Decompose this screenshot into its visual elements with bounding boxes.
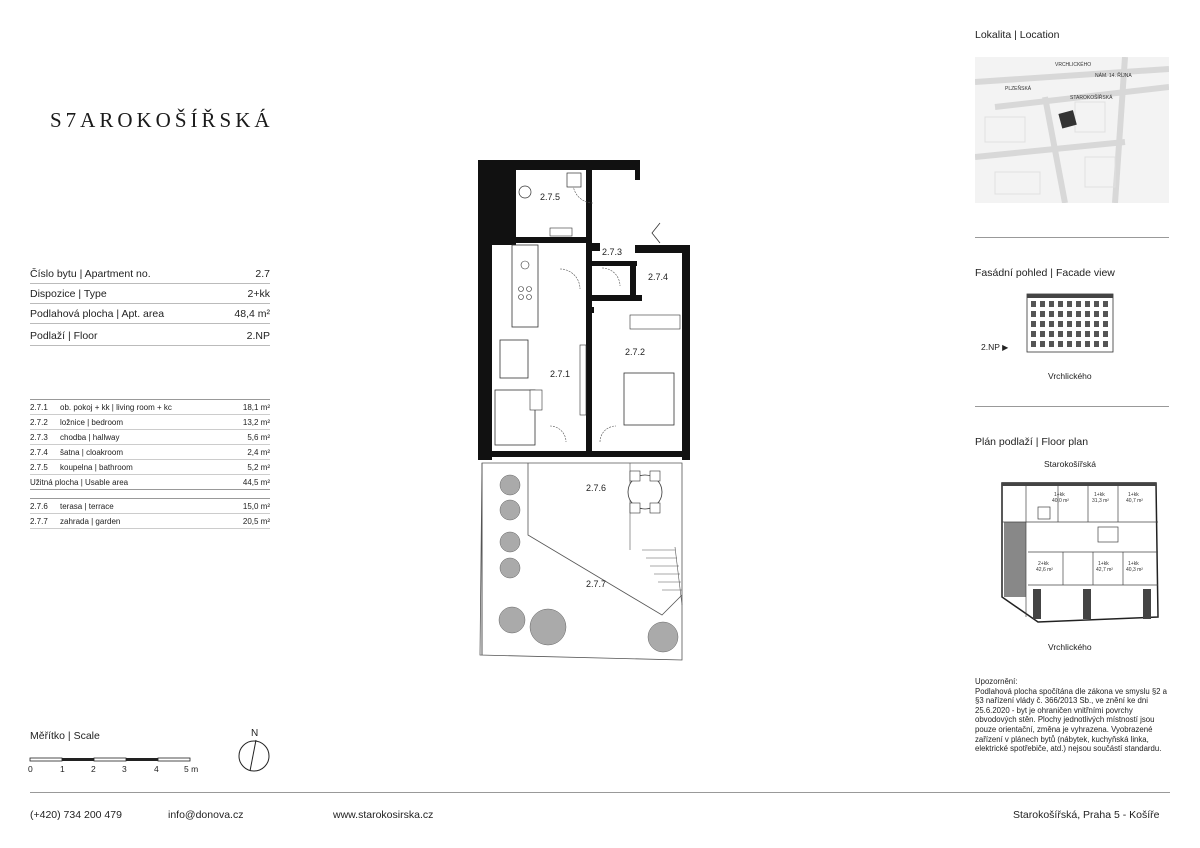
footer-divider: [30, 792, 1170, 793]
room-id: 2.7.7: [30, 516, 48, 526]
map-street: NÁM. 14. ŘÍJNA: [1095, 73, 1132, 79]
room-id: 2.7.2: [30, 417, 48, 427]
unit-area: 40,7 m²: [1126, 498, 1143, 504]
unit-area: 40,3 m²: [1126, 567, 1143, 573]
divider: [975, 406, 1169, 407]
map-street: PLZEŇSKÁ: [1005, 86, 1032, 92]
email-link[interactable]: info@donova.cz: [168, 809, 244, 821]
room-label-275: 2.7.5: [540, 192, 561, 202]
facade-floor-marker: [981, 342, 1008, 352]
note-title: Upozornění:: [975, 677, 1018, 686]
scale-tick: 5 m: [184, 764, 199, 774]
room-row: [30, 514, 270, 529]
scale-tick: 4: [154, 764, 159, 774]
address: Starokošířská, Praha 5 - Košíře: [1013, 809, 1160, 821]
room-table: [30, 399, 270, 490]
unit-area: 42,7 m²: [1096, 567, 1113, 573]
room-name: šatna | cloakroom: [60, 447, 123, 457]
unit-area: 42,6 m²: [1036, 567, 1053, 573]
info-row-apartment-no: [30, 268, 270, 284]
info-label: Podlahová plocha | Apt. area: [30, 308, 165, 320]
building-floor-plan: [998, 477, 1160, 633]
room-label-274: 2.7.4: [648, 272, 669, 282]
room-label-272: 2.7.2: [625, 347, 646, 357]
map-street: VRCHLICKÉHO: [1055, 62, 1092, 68]
room-id: 2.7.1: [30, 402, 48, 412]
location-map: [975, 57, 1169, 203]
room-area: 20,5 m²: [242, 516, 270, 526]
unit-area: 31,3 m²: [1092, 498, 1109, 504]
room-name: zahrada | garden: [60, 516, 121, 526]
info-label: Číslo bytu | Apartment no.: [30, 268, 151, 280]
room-name: koupelna | bathroom: [60, 462, 133, 472]
unit-type: 1+kk: [1128, 492, 1139, 498]
location-title: Lokalita | Location: [975, 29, 1060, 41]
room-label-277: 2.7.7: [586, 579, 607, 589]
room-row: [30, 400, 270, 415]
north-arrow-icon: [236, 726, 274, 774]
info-value: 2.NP: [246, 330, 270, 342]
room-area: 13,2 m²: [242, 417, 270, 427]
facade-street-label: Vrchlického: [1048, 371, 1092, 381]
room-name: ob. pokoj + kk | living room + kc: [60, 402, 172, 412]
scale-tick: 3: [122, 764, 127, 774]
room-row: [30, 430, 270, 445]
outdoor-table: [30, 498, 270, 529]
room-row: [30, 445, 270, 460]
room-area: 18,1 m²: [242, 402, 270, 412]
north-label: N: [251, 728, 259, 739]
room-area: 5,2 m²: [247, 462, 270, 472]
info-row-floor: [30, 330, 270, 346]
room-id: 2.7.5: [30, 462, 48, 472]
info-value: 2.7: [255, 268, 270, 280]
website-link[interactable]: www.starokosirska.cz: [333, 809, 434, 821]
usable-area-value: 44,5 m²: [242, 477, 270, 487]
scale-title: Měřítko | Scale: [30, 730, 100, 742]
scale-bar: [28, 755, 208, 765]
unit-type: 2+kk: [1038, 561, 1049, 567]
facade-title: Fasádní pohled | Facade view: [975, 267, 1115, 279]
room-name: terasa | terrace: [60, 501, 114, 511]
phone-link[interactable]: (+420) 734 200 479: [30, 809, 122, 821]
room-name: ložnice | bedroom: [60, 417, 123, 427]
scale-tick: 1: [60, 764, 65, 774]
room-id: 2.7.4: [30, 447, 48, 457]
room-area: 5,6 m²: [247, 432, 270, 442]
facade-drawing: [1025, 289, 1115, 354]
room-label-271: 2.7.1: [550, 369, 571, 379]
room-label-273: 2.7.3: [602, 247, 623, 257]
room-area: 15,0 m²: [242, 501, 270, 511]
unit-area: 40,0 m²: [1052, 498, 1069, 504]
room-id: 2.7.6: [30, 501, 48, 511]
floor-marker-label: 2.NP: [981, 342, 1000, 352]
unit-type: 1+kk: [1054, 492, 1065, 498]
info-value: 48,4 m²: [234, 308, 270, 320]
info-label: Podlaží | Floor: [30, 330, 98, 342]
usable-area-row: [30, 475, 270, 490]
apartment-floor-plan: [470, 155, 700, 665]
info-value: 2+kk: [247, 288, 270, 300]
scale-tick: 2: [91, 764, 96, 774]
room-id: 2.7.3: [30, 432, 48, 442]
room-name: chodba | hallway: [60, 432, 120, 442]
usable-area-label: Užitná plocha | Usable area: [30, 477, 129, 487]
room-row: [30, 460, 270, 475]
room-area: 2,4 m²: [247, 447, 270, 457]
unit-type: 1+kk: [1098, 561, 1109, 567]
floorplan-street-top: Starokošířská: [1044, 459, 1096, 469]
info-row-type: [30, 288, 270, 304]
room-row: [30, 415, 270, 430]
room-row: [30, 499, 270, 514]
scale-tick: 0: [28, 764, 33, 774]
map-street: STAROKOŠÍŘSKÁ: [1070, 95, 1113, 101]
floorplan-street-bottom: Vrchlického: [1048, 642, 1092, 652]
highlighted-unit: [1004, 522, 1026, 597]
divider: [975, 237, 1169, 238]
note-text: Podlahová plocha spočítána dle zákona ve smyslu §2 a §3 nařízení vlády č. 366/2013 Sb., ve znění ke dni 25.6.2020 - byt je ohraničen vnitřními povrchy obvodových stěn. Plochy jednotlivých místností jsou pouze orientační, změna je vyhrazena. Vyobrazené zařízení v plánech bytů (nábytek, kuchyňská linka, elektrické spotřebiče, atd.) nejsou součástí standardu.: [975, 686, 1168, 754]
info-row-area: [30, 308, 270, 324]
disclaimer-note: [975, 677, 1170, 754]
unit-type: 1+kk: [1094, 492, 1105, 498]
arrow-right-icon: ▶: [1002, 343, 1009, 352]
room-label-276: 2.7.6: [586, 483, 607, 493]
unit-type: 1+kk: [1128, 561, 1139, 567]
info-label: Dispozice | Type: [30, 288, 107, 300]
brand-logo: S7AROKOŠÍŘSKÁ: [50, 108, 274, 132]
floorplan-title: Plán podlaží | Floor plan: [975, 436, 1089, 448]
